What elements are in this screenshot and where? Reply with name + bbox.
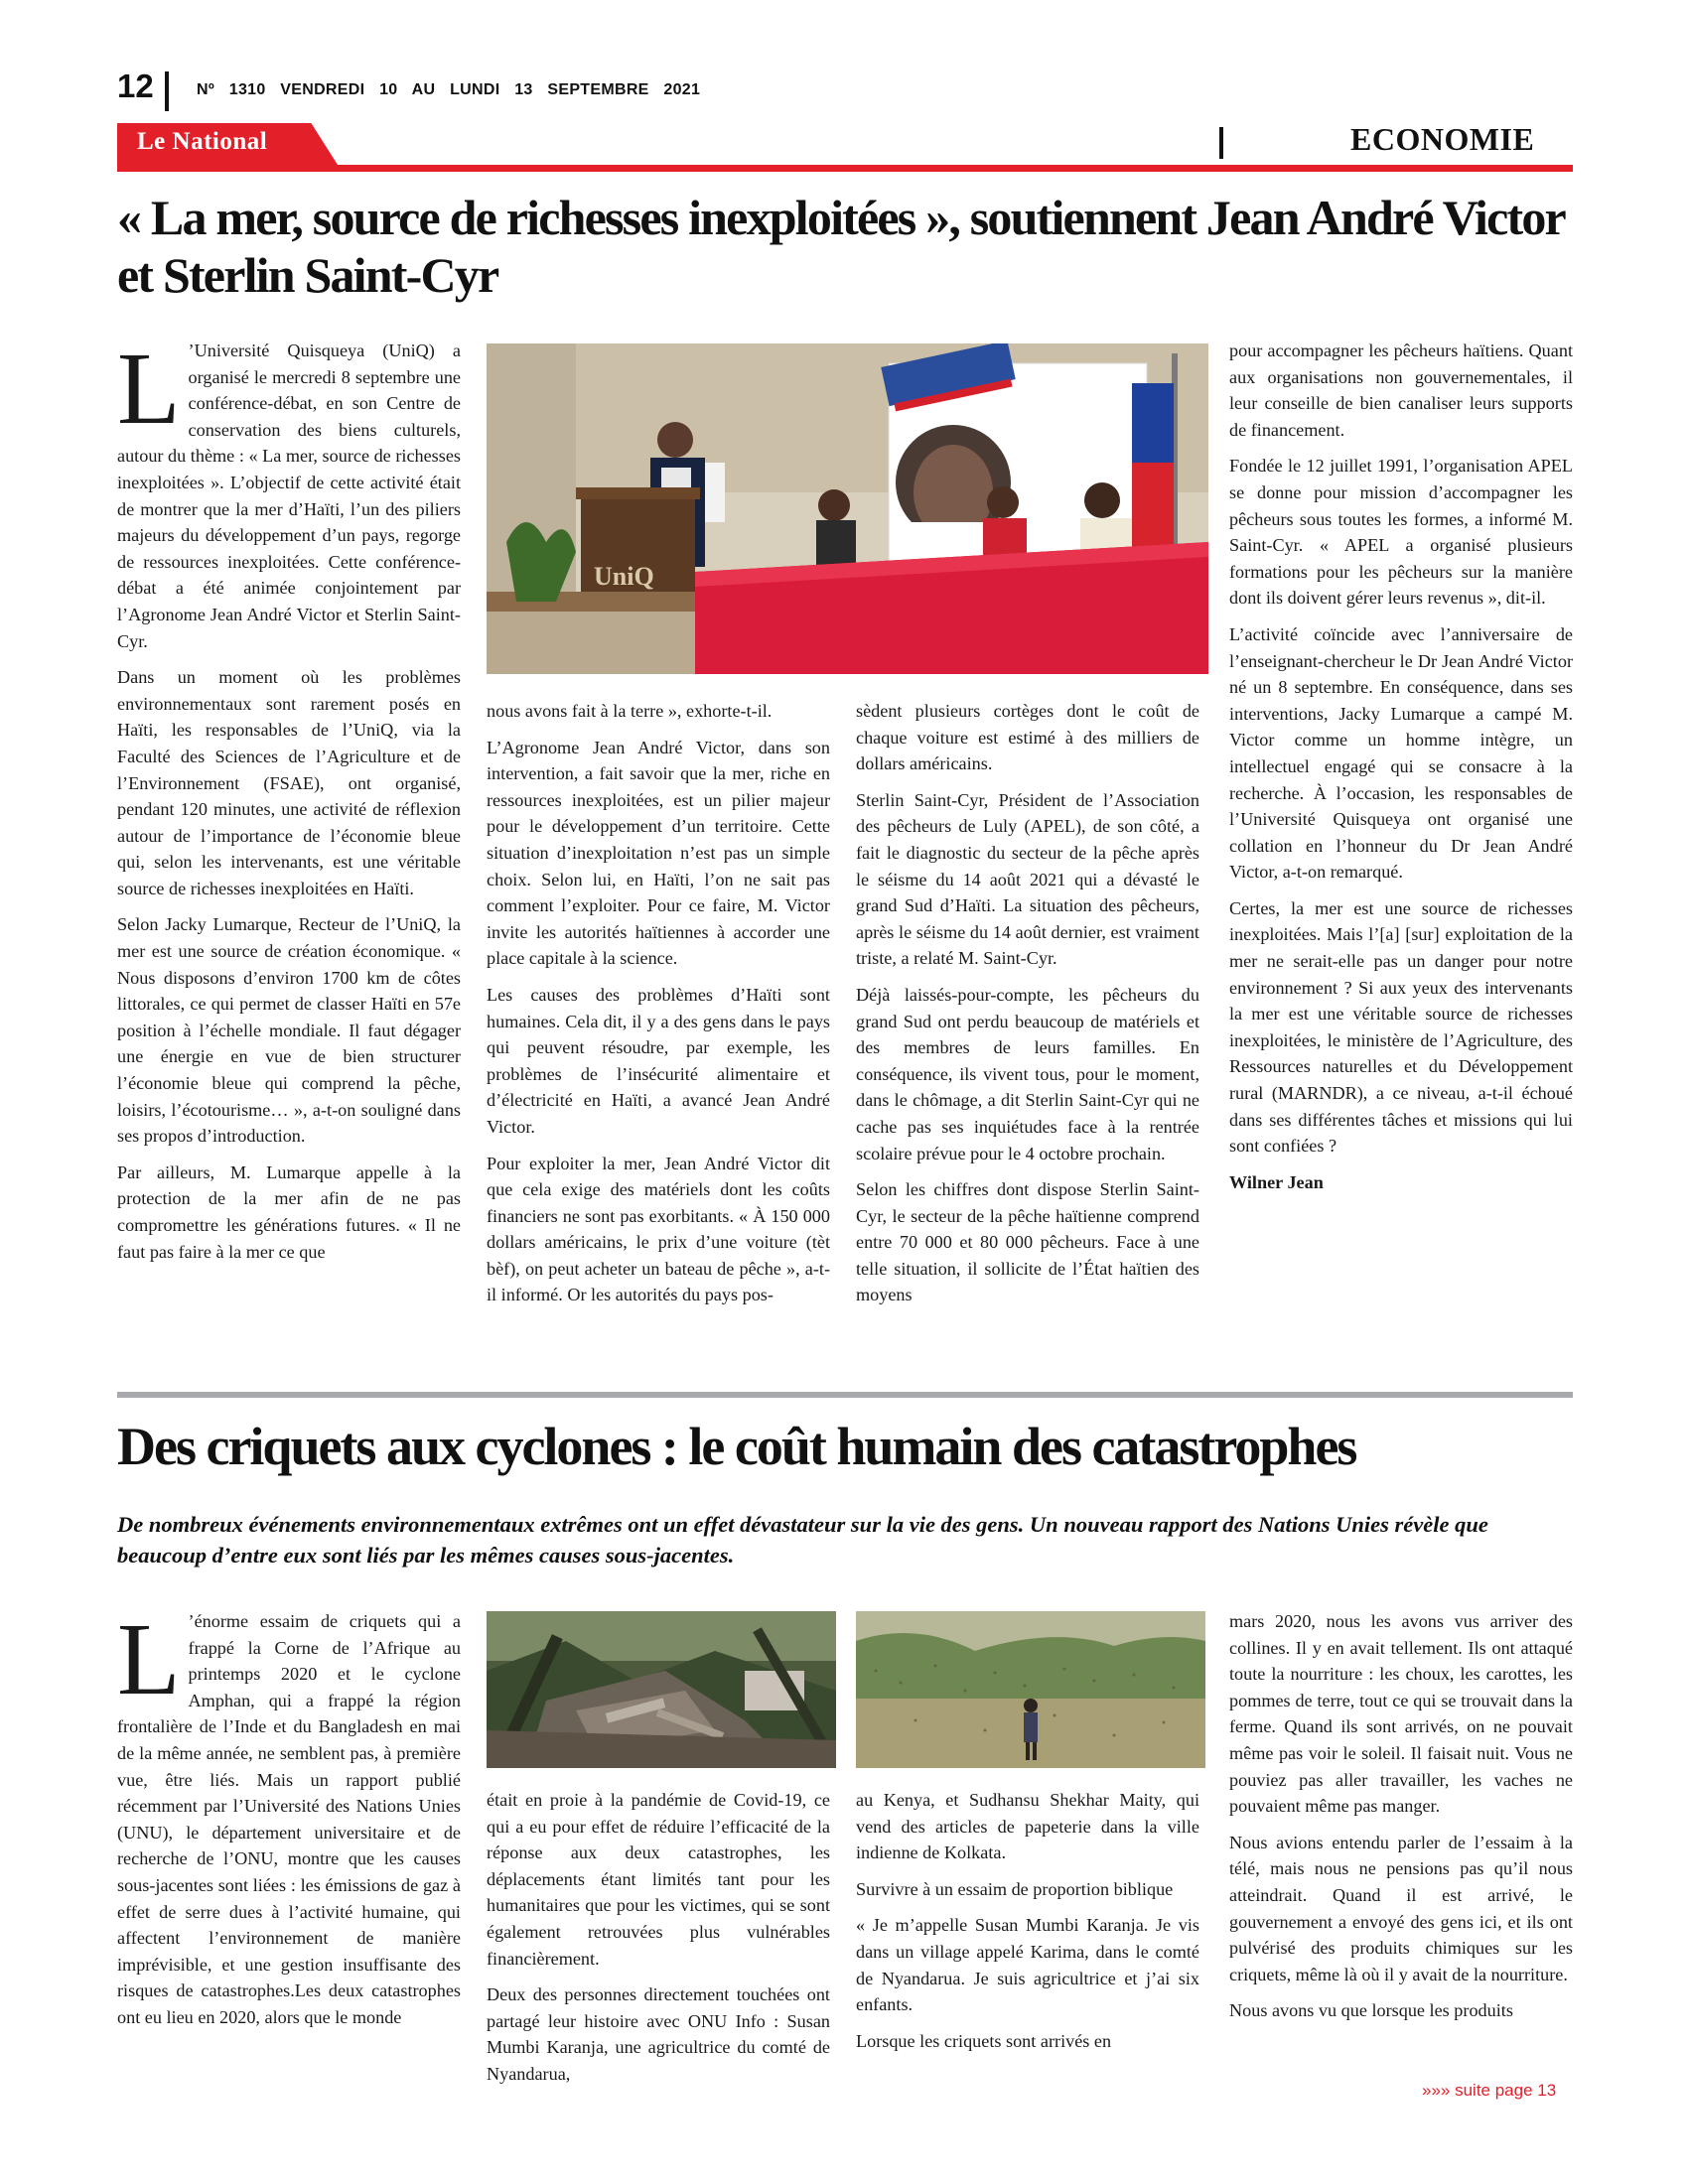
paragraph: pour accompagner les pêcheurs haïtiens. Quant aux organisations non gouvernementales, il leur conseille de bien canaliser leurs supports de financement. (1229, 341, 1573, 440)
article2-column-1 (117, 1602, 461, 2031)
paragraph: Nous avons vu que lorsque les produits (1229, 2000, 1513, 2021)
paragraph: Dans un moment où les problèmes environnementaux sont rarement posés en Haïti, les responsables de l’UniQ, via la Faculté des Sciences de l’Agriculture et de l’Environnement (FSAE), ont organisé, pendant 120 minutes, une activité de réflexion autour de l’importance de l’économie bleue qui, selon les intervenants, est une véritable source de richesses inexploitées en Haïti. (117, 667, 461, 898)
brand-name: Le National (137, 128, 268, 155)
author-byline: Wilner Jean (1229, 1171, 1324, 1192)
paragraph: ’énorme essaim de criquets qui a frappé la Corne de l’Afrique au printemps 2020 et le cyclone Amphan, qui a frappé la région frontalière de l’Inde et du Bangladesh en mai de la même année, ne semblent pas, à première vue, être liés. Mais un rapport publié récemment par l’Université des Nations Unies (UNU), le département universitaire et de recherche de l’ONU, montre que les causes sous-jacentes sont liées : les émissions de gaz à effet de serre dues à l’activité humaine, qui affectent l’environnement de manière imprévisible, et une gestion insuffisante des risques de catastrophes.Les deux catastrophes ont eu lieu en 2020, alors que le monde (117, 1611, 461, 2027)
paragraph: « Je m’appelle Susan Mumbi Karanja. Je vis dans un village appelé Karima, dans le comté de Nyandarua. Je suis agricultrice et j’ai six enfants. (856, 1915, 1199, 2015)
paragraph: sèdent plusieurs cortèges dont le coût de chaque voiture est estimé à des milliers de dollars américains. (856, 701, 1199, 774)
cyclone-damage-image (487, 1611, 836, 1768)
paragraph: Déjà laissés-pour-compte, les pêcheurs du grand Sud ont perdu beaucoup de matériels et des membres de leurs familles. En conséquence, ils vivent tous, pour le moment, dans le chômage, a dit Sterlin Saint-Cyr qui ne cache pas ses inquiétudes face à la rentrée scolaire prévue pour le 4 octobre prochain. (856, 984, 1199, 1163)
page-number: 12 (117, 68, 154, 104)
drop-cap: L (117, 1602, 181, 1716)
article2-column-3 (856, 1787, 1199, 2054)
conference-photo-image (487, 343, 1208, 674)
conference-photo (487, 343, 1208, 674)
article1-column-1 (117, 332, 461, 1265)
locust-swarm-photo (856, 1611, 1205, 1768)
paragraph: Les causes des problèmes d’Haïti sont humaines. Cela dit, il y a des gens dans le pays qui peuvent résoudre, par exemple, les problèmes de l’insécurité alimentaire et d’électricité en Haïti, a avancé Jean André Victor. (487, 984, 830, 1137)
article1-column-3 (856, 698, 1199, 1308)
page-number-divider (165, 71, 169, 111)
article2-column-2 (487, 1787, 830, 2088)
cyclone-damage-photo (487, 1611, 836, 1768)
paragraph: Lorsque les criquets sont arrivés en (856, 2030, 1112, 2051)
paragraph: Nous avions entendu parler de l’essaim à la télé, mais nous ne pensions pas qu’il nous atteindrait. Quand il est arrivé, le gouvernement a envoyé des gens ici, et ils ont pulvérisé des produits chimiques sur les criquets, même là où il y avait de la nourriture. (1229, 1832, 1573, 1984)
article1-column-2 (487, 698, 830, 1308)
locust-swarm-image (856, 1611, 1205, 1768)
subheading: Survivre à un essaim de proportion biblique (856, 1878, 1174, 1899)
paragraph: Certes, la mer est une source de richesses inexploitées. Mais l’[a] [sur] exploitation de la mer ne serait-elle pas un danger pour notre environnement ? Si aux yeux des intervenants la mer est une véritable source de richesses inexploitées, le ministère de l’Agriculture, des Ressources naturelles et du Développement rural (MARNDR), a ce niveau, a-t-il échoué dans ses différentes tâches et missions qui lui sont confiées ? (1229, 897, 1573, 1157)
paragraph: Sterlin Saint-Cyr, Président de l’Association des pêcheurs de Luly (APEL), de son côté, a fait le diagnostic du secteur de la pêche après le séisme du 14 août 2021 qui a dévasté le grand Sud d’Haïti. La situation des pêcheurs, après le séisme du 14 août dernier, est vraiment triste, a relaté M. Saint-Cyr. (856, 789, 1199, 969)
paragraph: Pour exploiter la mer, Jean André Victor dit que cela exige des matériels dont les coûts financiers ne sont pas exorbitants. « À 150 000 dollars américains, le prix d’une voiture (tèt bèf), on peut acheter un bateau de pêche », a-t-il informé. Or les autorités du pays pos- (487, 1153, 830, 1305)
article-separator (117, 1392, 1573, 1398)
article2-standfirst: De nombreux événements environnementaux extrêmes ont un effet dévastateur sur la vie des gens. Un nouveau rapport des Nations Unies révèle que beaucoup d’entre eux sont liés par les mêmes causes sous-jacentes. (117, 1512, 1488, 1568)
paragraph: ’Université Quisqueya (UniQ) a organisé le mercredi 8 septembre une conférence-débat, en son Centre de conservation des biens culturels, autour du thème : « La mer, source de richesses inexploitées ». L’objectif de cette activité était de montrer que la mer d’Haïti, l’un des piliers majeurs du développement d’un pays, regorge de ressources inexploitées. Cette conférence-débat a été animée conjointement par l’Agronome Jean André Victor et Sterlin Saint-Cyr. (117, 341, 461, 651)
issue-dateline: Nº 1310 VENDREDI 10 AU LUNDI 13 SEPTEMBRE 2021 (197, 81, 701, 98)
paragraph: Par ailleurs, M. Lumarque appelle à la protection de la mer afin de ne pas compromettre les générations futures. « Il ne faut pas faire à la mer ce que (117, 1161, 461, 1262)
article2-headline: Des criquets aux cyclones : le coût humain des catastrophes (117, 1417, 1356, 1476)
paragraph: L’activité coïncide avec l’anniversaire de l’enseignant-chercheur le Dr Jean André Victor né un 8 septembre. En conséquence, dans ses interventions, Jacky Lumarque a campé M. Victor comme un homme intègre, un intellectuel engagé qui se consacre à la recherche. À l’occasion, les responsables de l’Université Quisqueya ont organisé une collation en l’honneur du Dr Jean André Victor, a-t-on remarqué. (1229, 623, 1573, 883)
section-divider (1219, 127, 1223, 159)
paragraph: L’Agronome Jean André Victor, dans son intervention, a fait savoir que la mer, riche en ressources inexploitées, est un pilier majeur pour le développement d’un territoire. Cette situation d’inexploitation n’est pas un simple choix. Selon lui, en Haïti, l’on ne sait pas comment l’exploiter. Pour ce faire, M. Victor invite les autorités haïtiennes à accorder une place capitale à la science. (487, 737, 830, 969)
article1-headline: « La mer, source de richesses inexploitées », soutiennent Jean André Victor et Sterlin Saint-Cyr (117, 190, 1565, 303)
paragraph: Deux des personnes directement touchées ont partagé leur histoire avec ONU Info : Susan Mumbi Karanja, une agricultrice du comté de Nyandarua, (487, 1984, 830, 2084)
drop-cap: L (117, 332, 181, 446)
paragraph: mars 2020, nous les avons vus arriver des collines. Il y en avait tellement. Ils ont attaqué toute la nourriture : les choux, les carottes, les pommes de terre, tout ce qui se trouvait dans la ferme. Quand ils sont arrivés, on ne pouvait même pas voir le soleil. Il faisait nuit. Vous ne pouviez pas aller travailler, les vaches ne pouvaient même pas manger. (1229, 1611, 1573, 1817)
paragraph: Fondée le 12 juillet 1991, l’organisation APEL se donne pour mission d’accompagner les pêcheurs sous toutes les formes, a informé M. Saint-Cyr. « APEL a organisé plusieurs formations pour les pêcheurs sur la manière dont ils doivent gérer leurs revenus », dit-il. (1229, 456, 1573, 609)
article2-column-4 (1229, 1608, 1573, 2024)
paragraph: nous avons fait à la terre », exhorte-t-il. (487, 701, 773, 721)
section-label: ECONOMIE (1350, 121, 1535, 157)
podium-logo: UniQ (594, 562, 654, 591)
paragraph: était en proie à la pandémie de Covid-19, ce qui a eu pour effet de réduire l’efficacité de la réponse aux deux catastrophes, les déplacements étant limités tant pour les humanitaires que pour les victimes, qui se sont également retrouvées plus vulnérables financièrement. (487, 1790, 830, 1969)
header-rule (117, 165, 1573, 172)
paragraph: au Kenya, et Sudhansu Shekhar Maity, qui vend des articles de papeterie dans la ville indienne de Kolkata. (856, 1790, 1199, 1863)
paragraph: Selon les chiffres dont dispose Sterlin Saint-Cyr, le secteur de la pêche haïtienne comprend entre 70 000 et 80 000 pêcheurs. Face à une telle situation, il sollicite de l’État haïtien des moyens (856, 1179, 1199, 1305)
paragraph: Selon Jacky Lumarque, Recteur de l’UniQ, la mer est une source de création économique. « Nous disposons d’environ 1700 km de côtes littorales, ce qui permet de classer Haïti en 57e position à l’échelle mondiale. Il faut dégager une énergie en vue de bien structurer l’économie bleue qui comprend la pêche, loisirs, l’écotourisme… », a-t-on souligné dans ses propos d’introduction. (117, 914, 461, 1147)
continued-on-page[interactable]: »»» suite page 13 (1422, 2081, 1557, 2100)
article1-column-4 (1229, 338, 1573, 1205)
